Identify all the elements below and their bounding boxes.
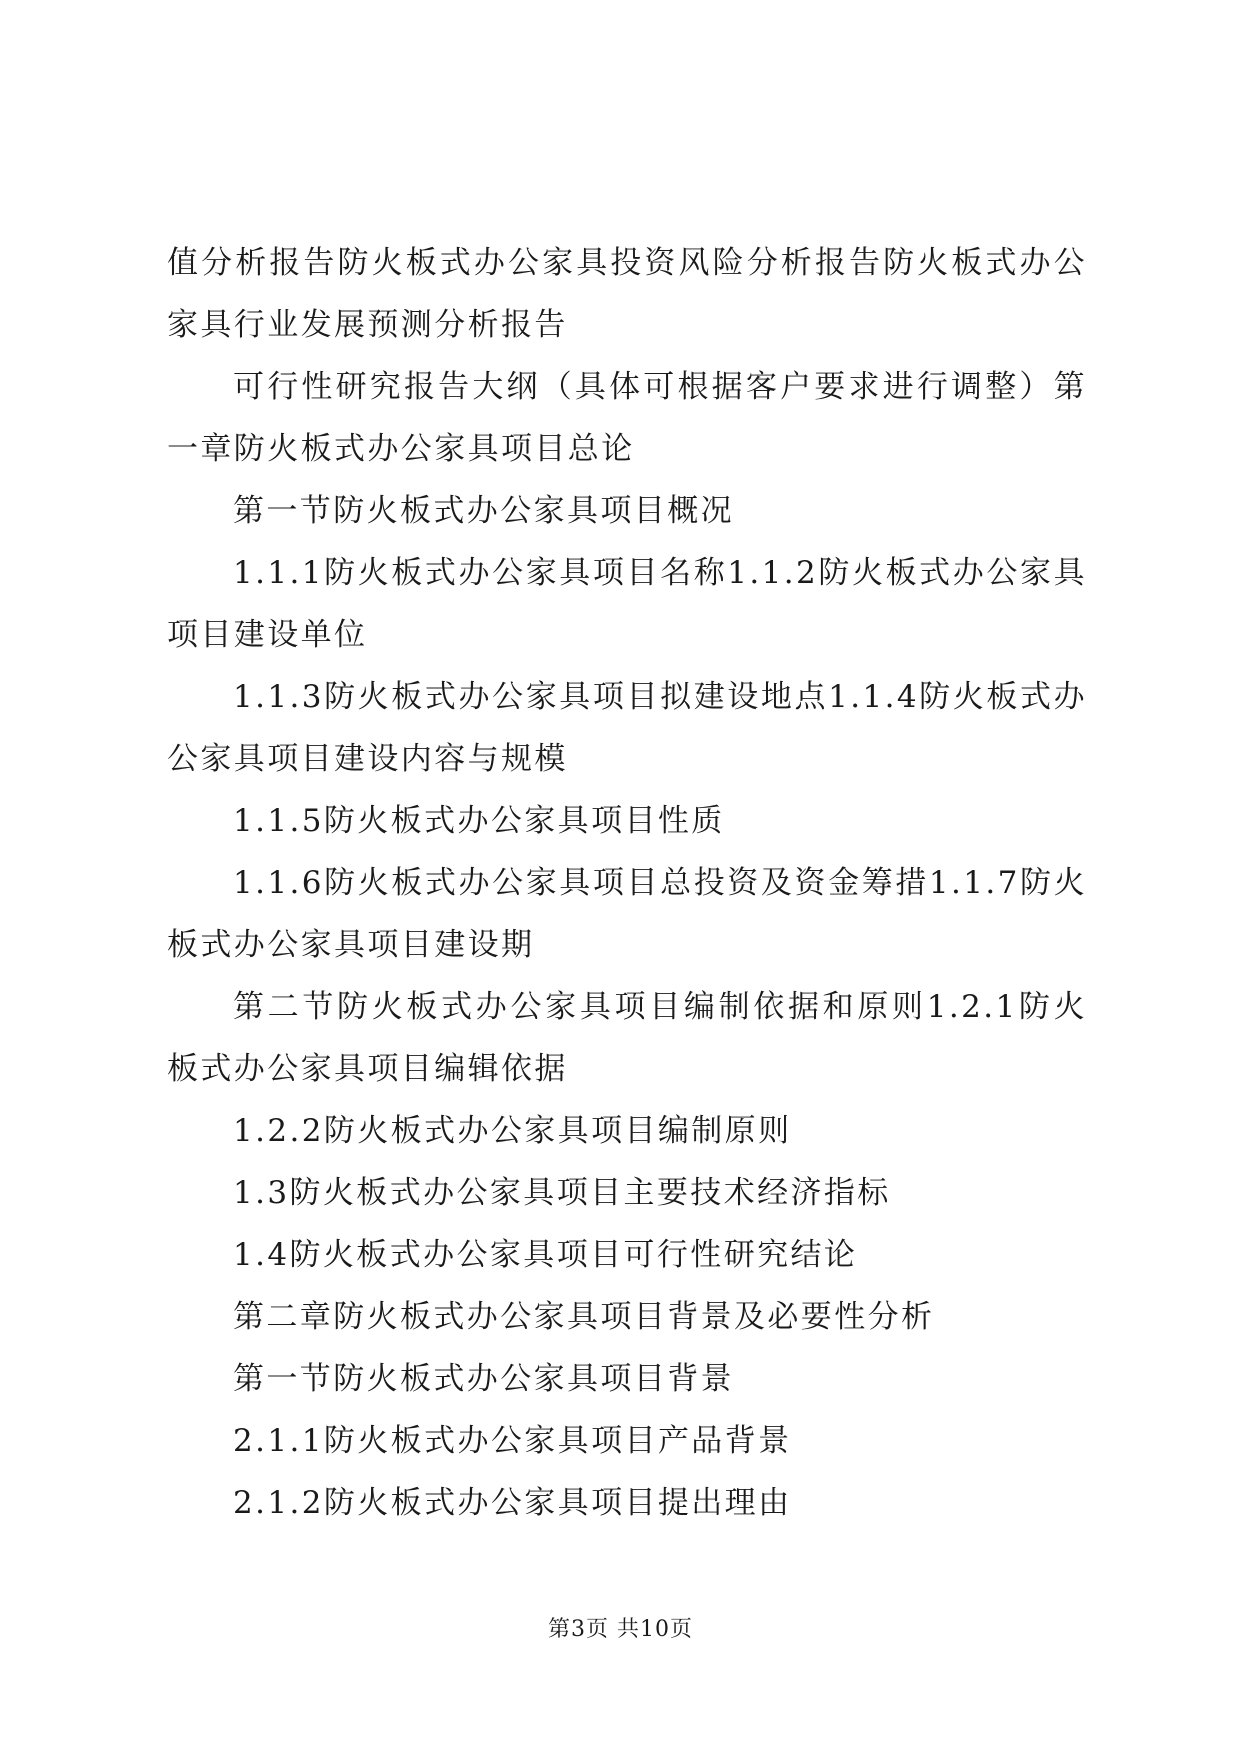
paragraph-6: 1.1.5防火板式办公家具项目性质 [233, 803, 725, 839]
document-body [167, 232, 1087, 1534]
paragraph-4: 1.1.1防火板式办公家具项目名称1.1.2防火板式办公家具项目建设单位 [167, 555, 1087, 653]
paragraph-8: 第二节防火板式办公家具项目编制依据和原则1.2.1防火板式办公家具项目编辑依据 [167, 989, 1087, 1087]
paragraph-7: 1.1.6防火板式办公家具项目总投资及资金筹措1.1.7防火板式办公家具项目建设期 [167, 865, 1087, 963]
paragraph-13: 第一节防火板式办公家具项目背景 [233, 1361, 734, 1397]
paragraph-10: 1.3防火板式办公家具项目主要技术经济指标 [233, 1175, 891, 1211]
paragraph-15: 2.1.2防火板式办公家具项目提出理由 [233, 1485, 792, 1521]
paragraph-1: 值分析报告防火板式办公家具投资风险分析报告防火板式办公家具行业发展预测分析报告 [167, 245, 1087, 343]
paragraph-5: 1.1.3防火板式办公家具项目拟建设地点1.1.4防火板式办公家具项目建设内容与规模 [167, 679, 1087, 777]
paragraph-12: 第二章防火板式办公家具项目背景及必要性分析 [233, 1299, 935, 1335]
paragraph-2: 可行性研究报告大纲（具体可根据客户要求进行调整）第一章防火板式办公家具项目总论 [167, 369, 1087, 467]
paragraph-11: 1.4防火板式办公家具项目可行性研究结论 [233, 1237, 858, 1273]
paragraph-3: 第一节防火板式办公家具项目概况 [233, 493, 734, 529]
paragraph-9: 1.2.2防火板式办公家具项目编制原则 [233, 1113, 792, 1149]
paragraph-14: 2.1.1防火板式办公家具项目产品背景 [233, 1423, 792, 1459]
page-number-footer: 第3页 共10页 [548, 1617, 693, 1642]
